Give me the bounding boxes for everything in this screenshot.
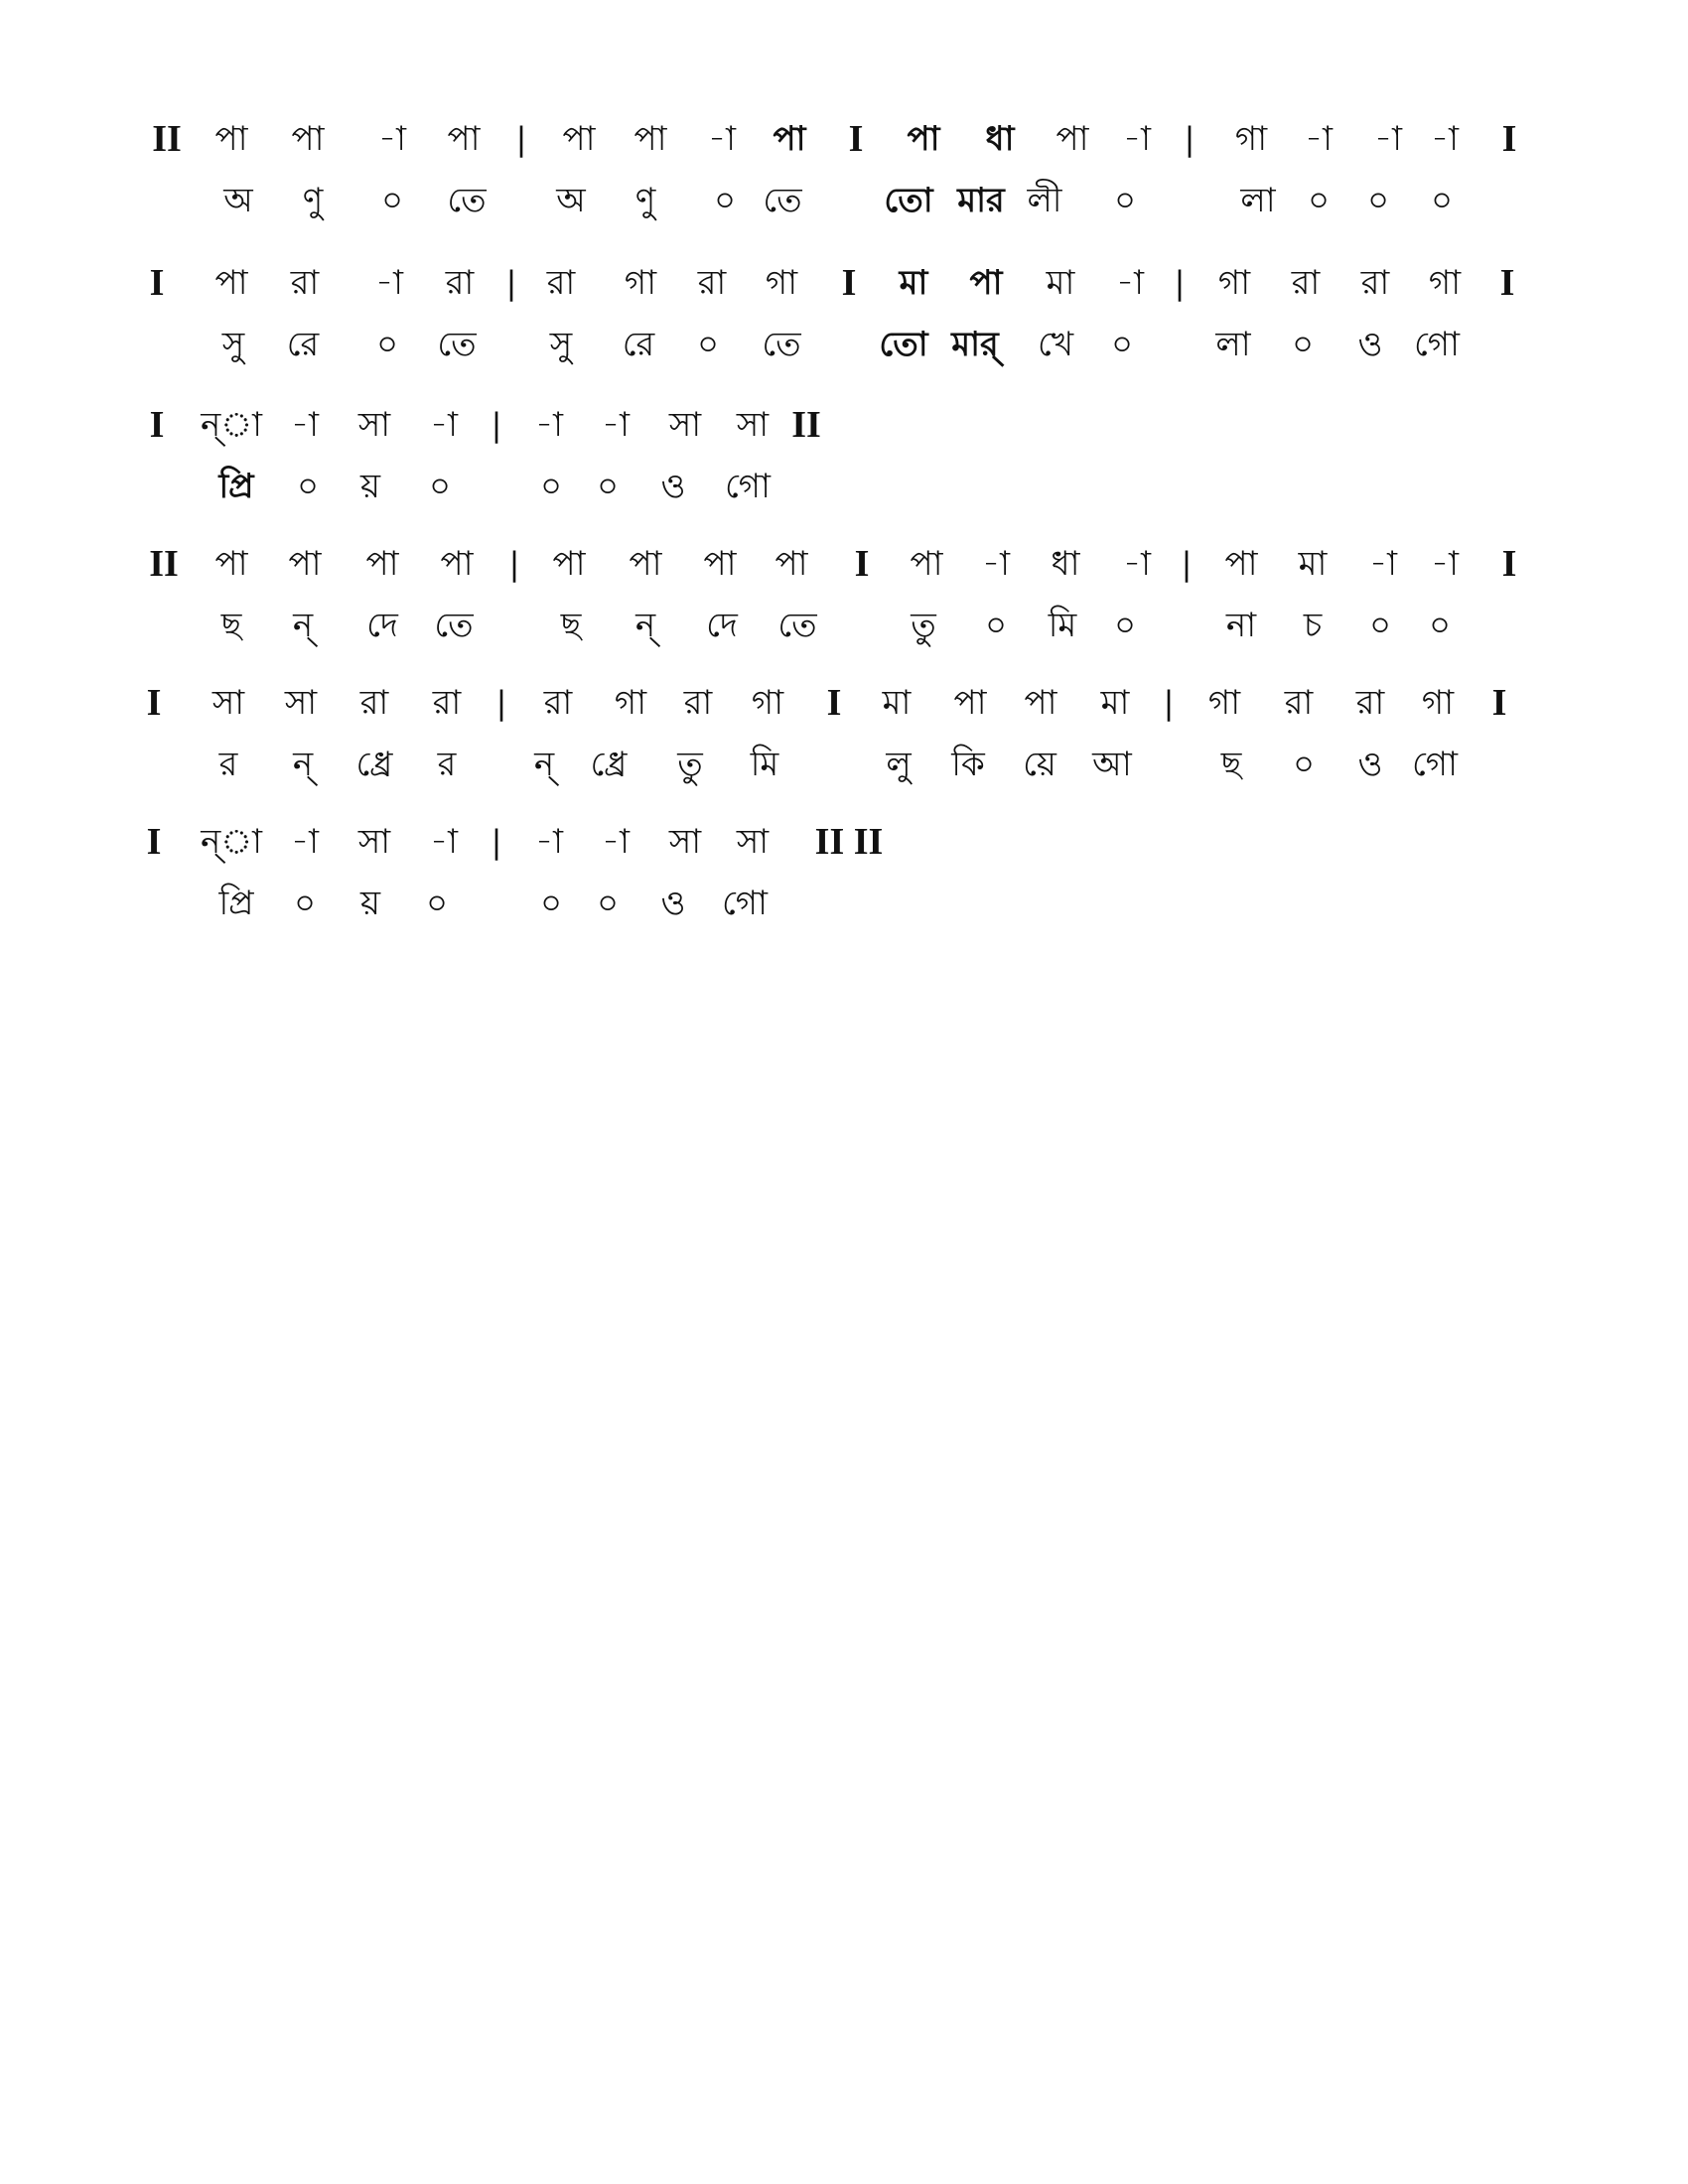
note: -া [602,405,630,445]
swara-line [0,395,1688,455]
lyric-syllable: য় [359,467,381,506]
barline: I [1501,118,1517,160]
lyric-syllable: লী [1027,181,1062,220]
notation-block [0,534,1688,683]
swara-line [0,253,1688,313]
note: -া [535,822,563,862]
lyric-syllable: ০ [375,325,399,364]
beat-divider: | [495,684,507,722]
lyric-line [0,171,1688,230]
note: পা [562,119,596,159]
barline: I [841,262,857,304]
lyric-syllable: ণু [634,181,656,220]
lyric-line [0,874,1688,933]
note: -া [1431,544,1459,584]
lyric-syllable: ০ [539,884,563,923]
note: পা [910,544,943,584]
lyric-syllable: লু [886,745,912,784]
note: সা [284,683,318,723]
note: গা [1421,683,1455,723]
note: -া [430,822,458,862]
note: সা [357,822,391,862]
lyric-syllable: ০ [1366,181,1390,220]
lyric-syllable: লা [1240,181,1276,220]
note: পা [774,544,808,584]
barline-double: II [152,118,182,160]
lyric-syllable: তে [763,181,802,220]
note: -া [1374,119,1402,159]
lyric-syllable: গো [722,884,768,923]
note: সা [211,683,245,723]
note: পা [214,119,248,159]
note: পা [907,119,940,159]
lyric-syllable: প্রি [218,467,254,506]
note: ধা [1051,544,1080,584]
lyric-syllable: মি [750,745,779,784]
barline: I [149,404,165,446]
note: -া [982,544,1010,584]
beat-divider: | [508,545,520,583]
note: গা [1207,683,1241,723]
note: গা [614,683,647,723]
lyric-syllable: ধ্রে [355,745,393,784]
lyric-syllable: চ [1303,606,1323,645]
lyric-line [0,596,1688,655]
lyric-syllable: তে [447,181,487,220]
note: গা [1217,263,1251,303]
lyric-syllable: প্রি [218,884,254,923]
lyric-syllable: তে [437,325,477,364]
note: রা [543,683,573,723]
note: পা [214,263,248,303]
beat-divider: | [1181,545,1193,583]
note: রা [359,683,389,723]
note: পা [1055,119,1089,159]
lyric-syllable: দে [366,606,398,645]
note: -া [602,822,630,862]
note: -া [1305,119,1333,159]
lyric-syllable: ও [1357,745,1383,784]
note: পা [633,119,667,159]
barline: I [1501,543,1517,585]
beat-divider: | [1184,120,1196,158]
note: গা [751,683,784,723]
beat-divider: | [505,264,517,302]
beat-divider: | [491,406,502,444]
barline: I [146,682,162,724]
note: সা [736,822,770,862]
lyric-syllable: ছ [220,606,242,645]
lyric-syllable: ন্ [292,606,314,645]
note: মা [899,263,928,303]
lyric-syllable: ০ [1307,181,1331,220]
lyric-syllable: র [218,745,238,784]
lyric-syllable: ও [660,884,686,923]
note: সা [668,822,702,862]
note: পা [447,119,481,159]
swara-line [0,673,1688,733]
note: -া [430,405,458,445]
note: -া [1123,119,1151,159]
note: -া [291,822,319,862]
beat-divider: | [491,823,502,861]
barline: I [1491,682,1507,724]
lyric-syllable: ০ [425,884,449,923]
lyric-syllable: ০ [1113,181,1137,220]
lyric-syllable: গো [725,467,771,506]
barline-final: II II [814,821,884,863]
barline-double: II [791,404,821,446]
lyric-syllable: লা [1215,325,1251,364]
note: গা [765,263,798,303]
barline-double: II [149,543,179,585]
note: পা [1024,683,1057,723]
lyric-syllable: রে [286,325,320,364]
swara-line [0,109,1688,169]
note: -া [1431,119,1459,159]
note: পা [288,544,322,584]
lyric-syllable: ০ [1113,606,1137,645]
note: রা [1360,263,1390,303]
note: রা [1284,683,1314,723]
notation-block [0,673,1688,822]
notation-block [0,253,1688,402]
lyric-syllable: মি [1048,606,1077,645]
lyric-syllable: ০ [1428,606,1452,645]
note: রা [1355,683,1385,723]
lyric-syllable: তু [677,745,703,784]
lyric-syllable: গো [1412,745,1458,784]
note: পা [552,544,586,584]
barline: I [1499,262,1515,304]
lyric-syllable: ০ [1430,181,1454,220]
lyric-syllable: র [437,745,457,784]
note: ধা [985,119,1015,159]
note: মা [1100,683,1130,723]
lyric-syllable: কি [951,745,985,784]
note: রা [683,683,713,723]
note: গা [1428,263,1462,303]
note: মা [1298,544,1328,584]
lyric-syllable: ছ [1220,745,1242,784]
beat-divider: | [1174,264,1186,302]
lyric-syllable: ০ [1368,606,1392,645]
note: গা [1234,119,1268,159]
lyric-syllable: ০ [1292,745,1316,784]
note: রা [445,263,475,303]
note: -া [1116,263,1144,303]
notation-block [0,109,1688,258]
note: পা [1224,544,1258,584]
lyric-syllable: ন্ [533,745,555,784]
note: রা [697,263,727,303]
lyric-syllable: তে [434,606,474,645]
lyric-syllable: ০ [984,606,1008,645]
lyric-syllable: ধ্রে [590,745,628,784]
swara-line [0,534,1688,594]
note: -া [375,263,403,303]
lyric-syllable: খে [1037,325,1074,364]
lyric-syllable: তো [884,181,933,220]
note: পা [440,544,474,584]
lyric-syllable: দে [706,606,738,645]
barline: I [854,543,870,585]
note: পা [969,263,1003,303]
lyric-syllable: ০ [380,181,404,220]
note: রা [432,683,462,723]
note: পা [629,544,662,584]
beat-divider: | [515,120,527,158]
swara-line [0,812,1688,872]
note: গা [624,263,657,303]
lyric-syllable: ছ [560,606,582,645]
lyric-syllable: ০ [1291,325,1315,364]
barline: I [146,821,162,863]
lyric-syllable: তে [762,325,801,364]
lyric-syllable: ০ [713,181,737,220]
note: সা [668,405,702,445]
note: রা [1291,263,1321,303]
lyric-line [0,315,1688,374]
lyric-syllable: তে [777,606,817,645]
lyric-syllable: ০ [596,467,620,506]
beat-divider: | [1163,684,1175,722]
note: মা [1046,263,1075,303]
note: ন্া [201,405,262,445]
note: -া [378,119,406,159]
barline: I [826,682,842,724]
lyric-syllable: ০ [428,467,452,506]
note: সা [357,405,391,445]
lyric-syllable: ন্ [292,745,314,784]
lyric-syllable: য়ে [1023,745,1056,784]
lyric-line [0,735,1688,794]
lyric-line [0,457,1688,516]
note: -া [535,405,563,445]
lyric-syllable: ০ [293,884,317,923]
lyric-syllable: ০ [596,884,620,923]
note: মা [882,683,912,723]
lyric-syllable: আ [1092,745,1132,784]
note: পা [214,544,248,584]
lyric-syllable: সু [549,325,573,364]
note: -া [1123,544,1151,584]
notation-block [0,395,1688,544]
lyric-syllable: মার [957,181,1005,220]
lyric-syllable: তু [911,606,936,645]
lyric-syllable: তো [879,325,928,364]
barline: I [848,118,864,160]
lyric-syllable: মার্ [951,325,999,364]
note: -া [708,119,736,159]
note: পা [365,544,399,584]
lyric-syllable: সু [221,325,245,364]
note: সা [736,405,770,445]
barline: I [149,262,165,304]
notation-block [0,812,1688,961]
lyric-syllable: না [1225,606,1257,645]
note: -া [1369,544,1397,584]
note: পা [773,119,806,159]
lyric-syllable: গো [1414,325,1460,364]
note: রা [290,263,320,303]
lyric-syllable: য় [359,884,381,923]
lyric-syllable: ০ [539,467,563,506]
lyric-syllable: ণু [302,181,324,220]
note: পা [703,544,737,584]
lyric-syllable: ০ [1110,325,1134,364]
lyric-syllable: ০ [696,325,720,364]
note: ন্া [201,822,262,862]
note: পা [953,683,987,723]
lyric-syllable: অ [223,181,253,220]
note: পা [291,119,325,159]
lyric-syllable: রে [622,325,655,364]
note: -া [291,405,319,445]
note: রা [546,263,576,303]
lyric-syllable: ও [1357,325,1383,364]
lyric-syllable: অ [556,181,586,220]
lyric-syllable: ও [660,467,686,506]
lyric-syllable: ন্ [634,606,656,645]
lyric-syllable: ০ [296,467,320,506]
